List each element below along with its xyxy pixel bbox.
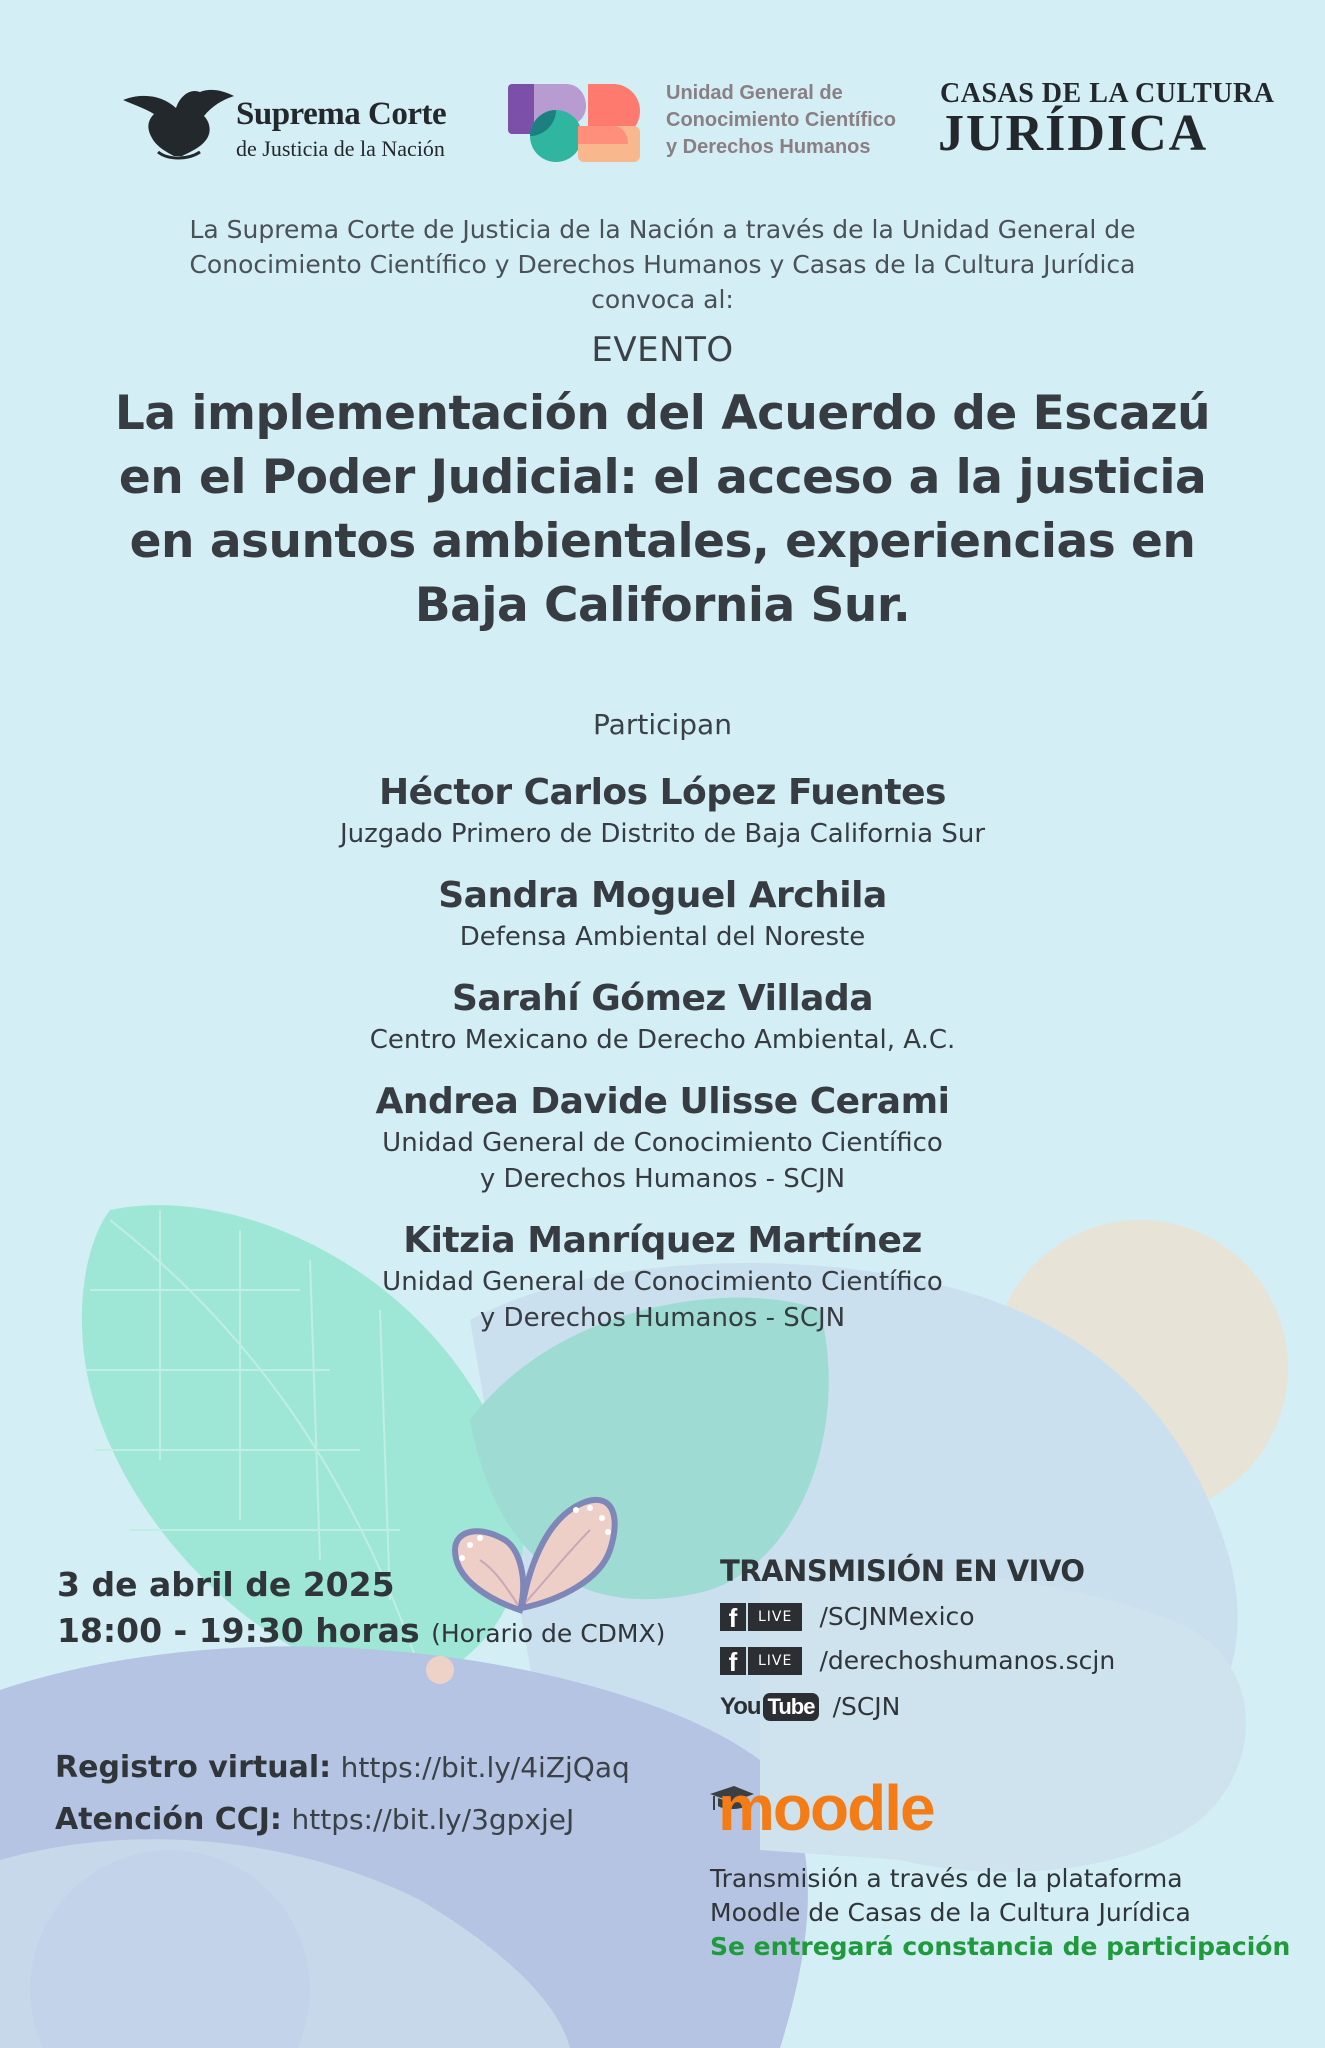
scjn-logo-line2: de Justicia de la Nación	[236, 136, 445, 161]
livestream-title: TRANSMISIÓN EN VIVO	[720, 1554, 1085, 1588]
event-label: EVENTO	[591, 330, 734, 370]
facebook-icon: f	[720, 1603, 746, 1631]
event-title-line1: La implementación del Acuerdo de Escazú	[114, 386, 1211, 441]
live-badge: LIVE	[748, 1647, 802, 1675]
event-title-line2: en el Poder Judicial: el acceso a la justicia	[118, 450, 1207, 505]
registration-virtual-link[interactable]: https://bit.ly/4iZjQaq	[340, 1751, 630, 1784]
moodle-info	[710, 1862, 1290, 1964]
facebook-icon: f	[720, 1647, 746, 1675]
moodle-wordmark: moodle	[718, 1772, 934, 1844]
registration-virtual-label: Registro virtual:	[55, 1750, 332, 1785]
speaker	[0, 770, 1325, 852]
speaker-name: Andrea Davide Ulisse Cerami	[375, 1081, 950, 1122]
speaker-affiliation: y Derechos Humanos - SCJN	[479, 1164, 846, 1194]
moodle-line1: Transmisión a través de la plataforma	[710, 1864, 1183, 1893]
youtube-icon	[720, 1692, 819, 1720]
speaker-affiliation: Unidad General de Conocimiento Científico	[382, 1267, 943, 1297]
registration-block	[55, 1742, 630, 1846]
speaker-name: Sandra Moguel Archila	[438, 875, 887, 916]
scjn-logo-line1: Suprema Corte	[236, 96, 447, 132]
ug-logo-line3: y Derechos Humanos	[666, 136, 871, 158]
certificate-note: Se entregará constancia de participación	[710, 1932, 1291, 1961]
facebook-live-row[interactable]	[720, 1602, 975, 1638]
youtube-you: You	[720, 1692, 761, 1720]
intro-line3: convoca al:	[591, 285, 734, 314]
facebook-handle[interactable]: /SCJNMexico	[819, 1602, 975, 1631]
ccj-logo-line2: JURÍDICA	[938, 105, 1209, 162]
speaker-affiliation: Defensa Ambiental del Noreste	[459, 922, 866, 952]
speaker	[0, 1079, 1325, 1197]
event-schedule	[57, 1562, 665, 1657]
ug-logo	[508, 80, 896, 170]
moodle-line2: Moodle de Casas de la Cultura Jurídica	[710, 1898, 1191, 1927]
youtube-handle[interactable]: /SCJN	[832, 1692, 901, 1721]
speaker	[0, 873, 1325, 955]
participants-heading: Participan	[593, 708, 732, 741]
registration-row	[55, 1794, 630, 1846]
event-timezone: (Horario de CDMX)	[431, 1619, 666, 1648]
ug-logo-mark-icon	[508, 80, 643, 162]
event-date: 3 de abril de 2025	[57, 1565, 395, 1604]
ug-logo-text	[666, 80, 896, 161]
youtube-tube: Tube	[763, 1693, 820, 1721]
speaker-name: Héctor Carlos López Fuentes	[379, 772, 946, 813]
event-title-line3: en asuntos ambientales, experiencias en	[129, 514, 1196, 569]
ug-logo-line1: Unidad General de	[666, 82, 843, 104]
ug-logo-line2: Conocimiento Científico	[666, 109, 896, 131]
speaker	[0, 976, 1325, 1058]
bud	[426, 1656, 454, 1684]
speaker	[0, 1218, 1325, 1336]
speaker-name: Sarahí Gómez Villada	[451, 978, 874, 1019]
event-title	[0, 382, 1325, 638]
moodle-logo	[708, 1768, 968, 1858]
event-time-row	[57, 1608, 665, 1657]
intro-line1: La Suprema Corte de Justicia de la Nación a través de la Unidad General de	[189, 215, 1136, 244]
speaker-name: Kitzia Manríquez Martínez	[403, 1220, 922, 1261]
intro-line2: Conocimiento Científico y Derechos Humanos y Casas de la Cultura Jurídica	[189, 250, 1136, 279]
ccj-logo	[938, 78, 1275, 168]
intro-text	[0, 212, 1325, 317]
youtube-row[interactable]	[720, 1692, 900, 1728]
registration-row	[55, 1742, 630, 1794]
event-title-line4: Baja California Sur.	[414, 578, 911, 633]
registration-ccj-label: Atención CCJ:	[55, 1802, 282, 1837]
eagle-emblem-icon	[118, 82, 238, 162]
registration-ccj-link[interactable]: https://bit.ly/3gpxjeJ	[291, 1803, 575, 1836]
facebook-live-row[interactable]	[720, 1646, 1115, 1682]
speaker-affiliation: Unidad General de Conocimiento Científico	[382, 1128, 943, 1158]
ccj-logo-line1: CASAS DE LA CULTURA	[940, 78, 1275, 109]
scjn-logo	[118, 82, 448, 172]
facebook-live-badge	[720, 1647, 802, 1675]
facebook-handle[interactable]: /derechoshumanos.scjn	[819, 1646, 1116, 1675]
speaker-affiliation: y Derechos Humanos - SCJN	[479, 1303, 846, 1333]
speaker-affiliation: Juzgado Primero de Distrito de Baja California Sur	[339, 819, 986, 849]
facebook-live-badge	[720, 1603, 802, 1631]
speaker-affiliation: Centro Mexicano de Derecho Ambiental, A.C.	[369, 1025, 956, 1055]
event-time: 18:00 - 19:30 horas	[57, 1611, 420, 1650]
live-badge: LIVE	[748, 1603, 802, 1631]
